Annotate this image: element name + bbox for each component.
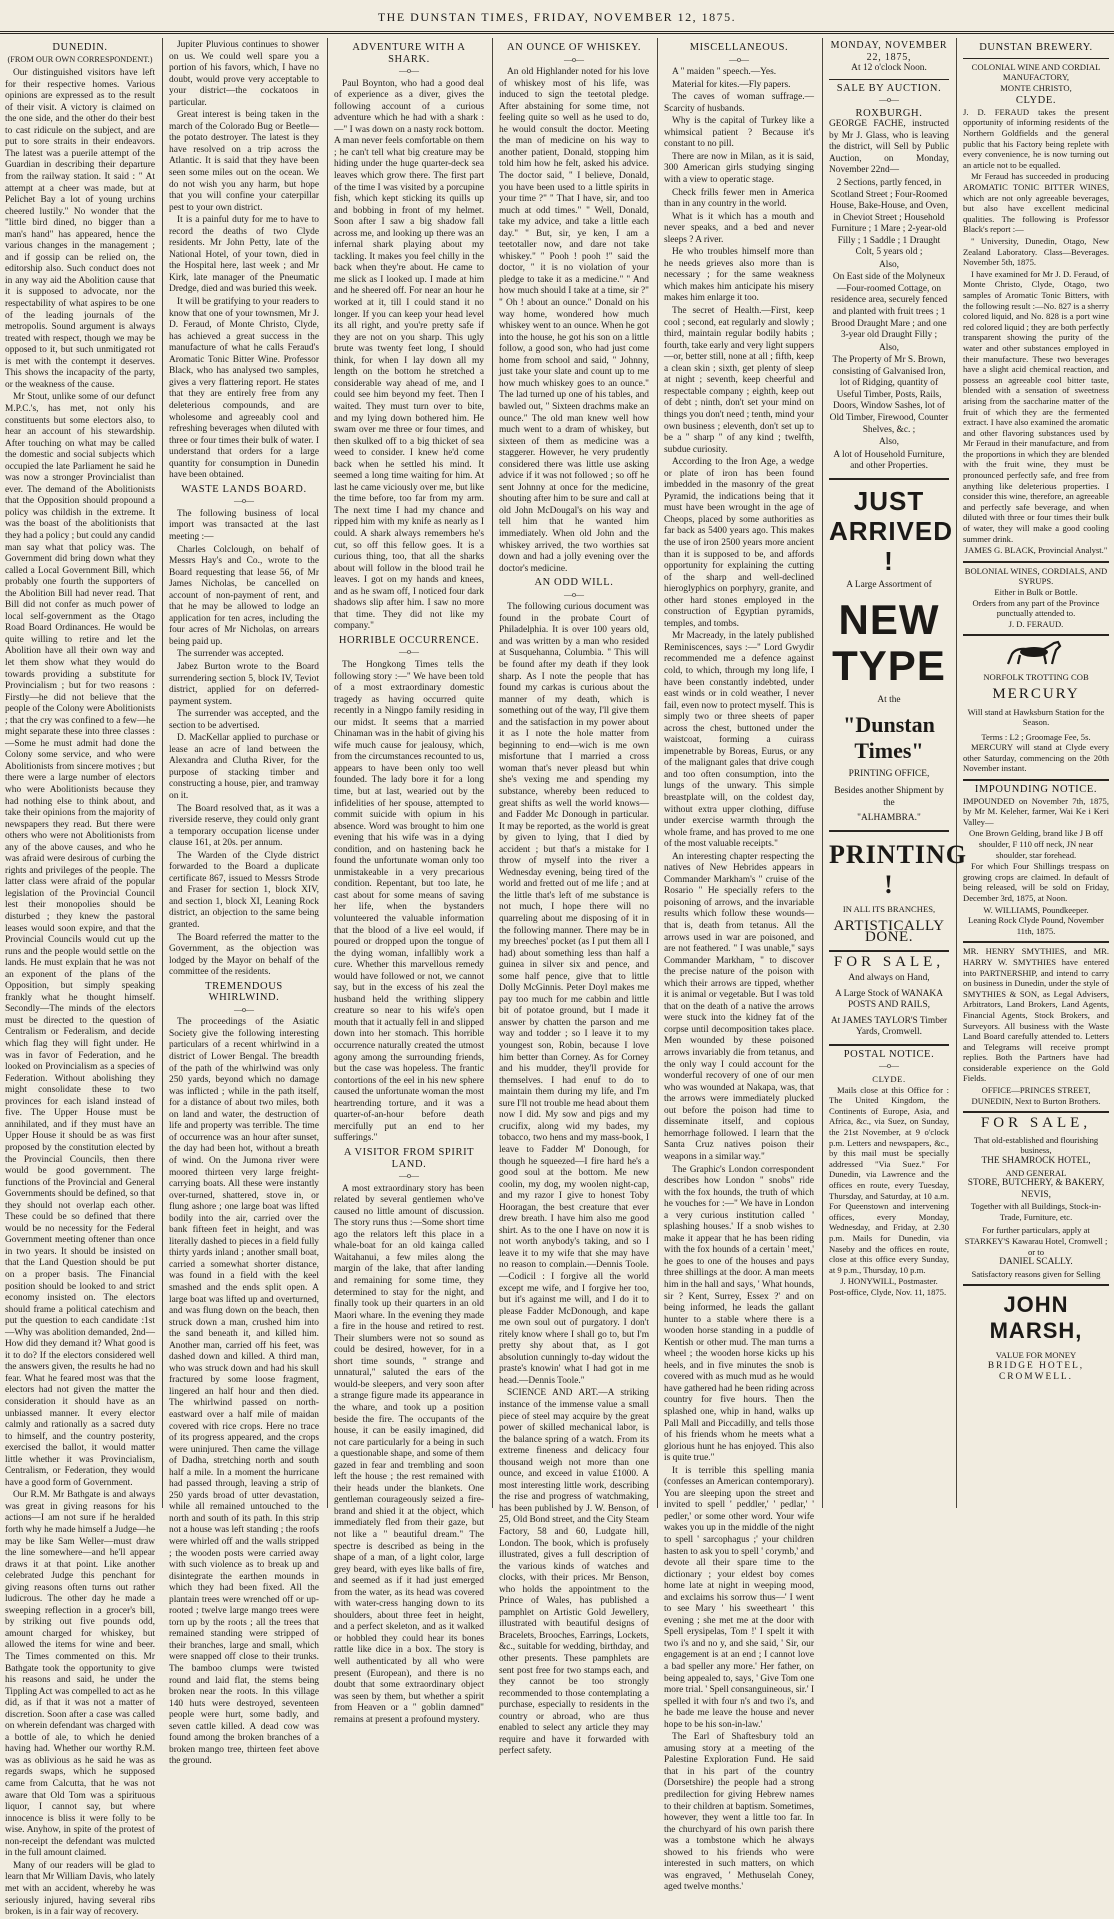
sale-place: ROXBURGH. [855,107,923,119]
post-date: Post-office, Clyde, Nov. 11, 1875. [829,1286,947,1297]
visitor-heading: A VISITOR FROM SPIRIT LAND. [343,1146,475,1170]
divider [829,79,949,80]
john-marsh-name: JOHN MARSH, [989,1292,1083,1344]
divider [829,478,949,480]
postal-notice-heading: POSTAL NOTICE. [843,1048,935,1060]
misc-item: It is terrible this spelling mania (confesses an American contemporary). You are sleeping upon the street and invited to spell ' peddler,' ' pedlar,' ' pedler,' or some other word. Your wife wakes you up in the middle of the night to spell ' sarcophagus ;' your children hasten to ask you to spell ' corymb,' and devote all their spare time to the dictionary ; your eldest boy comes home late at night in weeping mood, and exclaims his sorrow thus—' I went to see Mary ' his sweetheart ' this evening ; she met me at the door with Spell erysipelas, Tom !' I spelt it with two i's and no y, and she said, ' Sir, our engagement is at an end ; I cannot love a bad speller any more.' Her father, on being appealed to, says, ' Give Tom one more trial. ' Spell consanguineous, sir.' I spelled it with four n's and two i's, and he bade me leave the house and never hope to be his son-in-law.' [664,1465,814,1730]
feraud-notice: J. D. FERAUD takes the present opportunity of informing residents of the Northern Goldfields and the general public that his Factory being replete with every convenience, he is now turning out an article not to be equalled. [963,106,1109,170]
mercury-clyde-text: MERCURY will stand at Clyde every other Saturday, commencing on the 20th November instant. [963,742,1109,774]
divider [963,941,1109,943]
clyde-heading: CLYDE. [1015,95,1057,107]
misc-item: The Earl of Shaftesbury told an amusing story at a meeting of the Palestine Exploration Fund. He said that in his part of the country (Dorsetshire) the people had a strong predilection for giving Hebrew names to their children at baptism. Sometimes, however, they went a little too far. In the churchyard of his own parish there was a tombstone which he always showed to his friends who were interested in such matters, on which was engraved, ' Methuselah Coney, aged twelve months.' [664,1732,814,1893]
ornament: —o— [564,54,584,64]
dunstan-times-name: "Dunstan Times" [843,711,935,763]
auction-lot: Also, [878,342,900,353]
column-4 [494,40,654,1757]
horse-icon [1004,640,1068,668]
ornament: —o— [399,66,419,76]
misc-item: He who troubles himself more than he needs grieves also more than is necessary ; for the same weakness which makes him anticipate his misery makes him enlarge it too. [664,247,814,304]
misc-item: The secret of Health.—First, keep cool ; second, eat regularly and slowly ; third, maintain regular bodily habits ; fourth, take early and very light suppers—or, better still, none at all ; fifth, keep a clean skin ; sixth, get plenty of sleep at night ; seventh, keep cheerful and respectable company ; eighth, keep out of debt ; ninth, don't set your mind on things you don't need ; tenth, mind your own business ; eleventh, don't set up to be a " sharp " of any kind ; twelfth, subdue curiosity. [664,306,814,455]
and-general: AND GENERAL [1005,1167,1067,1178]
misc-item: According to the Iron Age, a wedge or plate of iron has been found imbedded in the masonry of the great Pyramid, the indications being that it must have been wrought in the age of Cheops, placed by some authorities as far back as 5400 years ago. This makes the use of iron 2500 years more ancient than it is supposed to be, and affords opportunity for explaining the cutting of the sharp and well-declined hieroglyphics on porphyry, granite, and other hard stones employed in the construction of Egyptian pyramids, temples, and tombs. [664,457,814,629]
shark-heading: ADVENTURE WITH A SHARK. [352,42,466,65]
auction-lot: Also, [878,259,900,270]
misc-item: What is it which has a mouth and never speaks, and a bed and never sleeps ? A river. [664,211,814,245]
article-paragraph: A most extraordinary story has been related by several gentlemen who've caused no little amount of discussion. The story runs thus :—Some short time ago the relators left this place in a whale-boat for an old kainga called Waitahanui, a few miles along the margin of the lake, that after landing and remaining for some time, they determined to stay for the night, and finally took up their quarters in an old Maori whare. In the evening they made a fire in the house and retired to rest. Their slumbers were not so sound as could be desired, however, for in a short time sounds, " strange and unnatural," saluted the ears of the would-be sleepers, and very soon after a strange figure made its appearance in the whare, and took up a position beside the fire. The occupants of the house, it can be easily imagined, did not care particularly for a being in such a questionable shape, and some of them gazed in fear and trembling and soon left the house ; the rest remained with their heads under the blankets. One gentleman courageously seized a fire-brand and shied it at the object, which immediately fled from their gaze, but not like a " beautiful dream." The spectre is described as being in the shape of a man, of a light color, large grey beard, with eyes like balls of fire, and seemed as if it had just emerged from the water, as its head was covered with water-cress hanging down to its shoulders, about three feet in height, and a perfect skeleton, and as it walked or hobbled they could hear its bones rattle like dice in a box. The story is well authenticated by all who were present (European), and there is no doubt that some extraordinary object was seen by them, but whether a spirit from Heaven or a " goblin damned" remains at present a profound mystery. [334,1183,484,1725]
cromwell-text: CROMWELL. [999,1372,1073,1383]
article-paragraph: Charles Colclough, on behalf of Messrs Hay's and Co., wrote to the Board requesting that lease 56, of Mr James Nicholas, be cancelled on account of non-payment of rent, and that he may be allowed to lodge an application for ten acres, including the four acres of Mr Nicholas, on arrears being paid up. [169,544,319,647]
analyst-signature: JAMES G. BLACK, Provincial Analyst." [964,545,1108,556]
ornament: —o— [564,589,584,599]
article-paragraph: Jupiter Pluvious continues to shower on us. We could well spare you a portion of his favors, which, I have no doubt, would prove very acceptable to your district—the cockatoos in particular. [169,40,319,108]
colonial-text: COLONIAL WINE AND CORDIAL MANUFACTORY, [971,61,1101,83]
article-paragraph: Our R.M. Mr Bathgate is and always was great in giving reasons for his actions—I am not sure if he heralded forth why he made himself a Judge—he may be like Sam Weller—must draw the line somewhere—and he'll appear draws it at that point. Like another celebrated Judge this penchant for giving reasons often turns out rather ludicrous. The other day he made a sweeping reflection in a grocer's bill, by striking out five pounds odd, amount charged for whiskey, but allowed the items for wine and beer. The Times commented on this. Mr Bathgate took the opportunity to give his reasons and said, he under the Tippling Act was compelled to act as he did, as if that it was not a matter of discretion. Soon after a case was called on wherein defendant was charged with a bottle of ale, to which he denied having had. Whether our worthy R.M. was as oblivious as he said he was as regards swaps, which he supposed came from Calcutta, that he was not aware that Old Tom was a spirituous liquor, I cannot say, but where innocence is bliss it were folly to be wise. Anyhow, in spite of the protest of non-receipt the defendant was mulcted in the full amount claimed. [5,1490,155,1859]
feraud-signature: J. D. FERAUD. [1008,618,1064,629]
impound-text: IMPOUNDED on November 7th, 1875, by Mr M. Keleher, farmer, Wai Ke i Keri Valley— [963,795,1109,827]
satisfactory-text: Satisfactory reasons given for Selling [971,1268,1101,1279]
misc-item: An interesting chapter respecting the natives of New Hebrides appears in Commander Markham's " cruise of the Rosario " He specially refers to the poisoning of arrows, and the invariable results which follow these wounds—that is, death from tetanus. All the arrows used in war are poisoned, and are not feathered. " I was unable," says Commander Markham, " to discover the precise nature of the poison with which their arrows are tipped, whether it is animal or vegetable. But I was told that on the death of a native the arrows were stuck into the kidney fat of the corpse until decomposition takes place. Men wounded by these poisoned arrows invariably die from tetanus, and the only way I could account for the wonderful recovery of one of our men who was wounded at Nakapa, was, that the arrows were immediately plucked out before the poison had time to disseminate itself, and copious hemorrhage followed. I learn that the Santa Cruz natives poison their weapons in a similar way." [664,851,814,1162]
bridge-hotel: BRIDGE HOTEL, [987,1360,1085,1371]
ship-name: "ALHAMBRA." [857,813,921,824]
column-auction-ads [824,40,968,1505]
divider [963,561,1109,563]
ornament: —o— [399,647,419,657]
bolonial-text: BOLONIAL WINES, CORDIALS, AND SYRUPS. [964,565,1108,587]
waste-lands-heading: WASTE LANDS BOARD. [181,483,307,495]
auction-lot: The Property of Mr S. Brown, consisting of Galvanised Iron, lot of Ridging, quantity of Useful Timber, Posts, Rails, Doors, Window Sashes, lot of Old Timber, Firewood, Counter Shelves, &c. ; [829,355,949,435]
office-address: OFFICE—PRINCES STREET, DUNEDIN, Next to Burton Brothers. [971,1085,1101,1106]
article-paragraph: SCIENCE AND ART.—A striking instance of the immense value a small piece of steel may acquire by the great power of skilled mechanical labor, is the balance spring of a watch. From its extreme fineness and delicacy four thousand weigh not more than one ounce, and exceed in value £1000. A most interesting little work, describing the rise and progress of watchmaking, has been published by J. W. Benson, of 25, Old Bond street, and the City Steam Factory, 58 and 60, Ludgate hill, London. The book, which is profusely illustrated, gives a full description of the various kinds of watches and clocks, with their prices. Mr Benson, who holds the appointment to the Prince of Wales, has published a pamphlet on Artistic Gold Jewellery, illustrated with beautiful designs of Bracelets, Brooches, Earrings, Lockets, &c., suitable for wedding, birthday, and other presents. These pamphlets are sent post free for two stamps each, and they cannot be too strongly recommended to those contemplating a purchase, especially to residents in the country or abroad, who are thus enabled to select any article they may require and have it forwarded with perfect safety. [499,1388,649,1757]
column-miscellaneous [659,40,819,1893]
article-paragraph: The Hongkong Times tells the following story :—" We have been told of a most extraordinary domestic tragedy as having occurred quite recently in a Ningpo family residing in our midst. It seems that a married Chinaman was in the habit of giving his wife much cause for jealousy, which, from the circumstances recounted to us, appears to have been only too well founded. The lady bore it for a long time, but at last, wearied out by the infidelities of her spouse, attempted to commit suicide with opium in his absence. Word was brought to him one evening that his wife was in a dying condition, and on hastening back he found the unfortunate woman only too unmistakeable in a very precarious condition. Repentant, but too late, he cast about for some means of saving her life, when the bystanders volunteered the valuable information that the blood of a live eel would, if poured or dropped upon the tongue of the dying woman, infallibly work a cure. Whether this marvellous remedy would have followed or not, we cannot say, but in the excess of his zeal the husband held the writhing slippery creature so near to his wife's open mouth that it actually fell in and slipped down into her stomach. This horrible occurrence naturally created the utmost agony among the surrounding friends, but the case was hopeless. The frantic contortions of the eel in his new sphere caused the unfortunate woman the most heartrending torture, and it was a quarter-of-an-hour before death mercifully put an end to her sufferings." [334,659,484,1144]
postmaster: J. HONYWILL, Postmaster. [840,1276,938,1287]
divider [963,1284,1109,1286]
impound-text-2: For which Four Shillings trespass on growing crops are claimed. In default of being released, will be sold on Friday, December 3rd, 1875, at Noon. [963,861,1109,903]
column-rule [657,38,658,1508]
ornament: —o— [879,1061,899,1071]
article-paragraph: An old Highlander noted for his love of whiskey most of his life, was induced to sign the teetotal pledge. After abstaining for some time, not feeling quite so well as he used to do, he would consult the doctor. Meeting the man of medicine on his way to another patient, Donald, stopping him told him how he felt, asked his advice. The doctor said, " I believe, Donald, you have been used to a little spirits in your time ?" " That I have, sir, and too much at odd times." " Well, Donald, take my advice, and take a little each day." " But, sir, ye ken, I am a teetotaller now, and dare not take whiskey." " Pooh ! pooh !" said the doctor, " it is no violation of your pledge to take it as a medicine." " And how much should I take at a time, sir ?" " Oh ! about an ounce." Donald on his way home, wondered how much whiskey went to an ounce. When he got into the house, he got his son on a little follow, a good son, who had just come home from school and said, " Johnny, just take your slate and count up to me how much whiskey goes to an ounce." The lad turned up one of his tables, and bawled out, " Sixteen drachms make an ounce." The old man knew well how much went to a dram of whiskey, but sixteen of them as medicine was a staggerer. However, he very prudently considered there was little use asking advice if it was not followed ; so off he sent Johnny at once for the medicine, shouting after him to be sure and call at old John McDougal's on his way and tell him that he wanted him immediately. When old John and the whiskey arrived, the two worthies sat down and had a jolly evening over the doctor's medicine. [499,67,649,574]
dunedin-heading: DUNEDIN. [52,42,108,53]
article-paragraph: Mr Stout, unlike some of our defunct M.P.C.'s, has met, not only his constituents but some electors also, to hear an account of his stewardship. After touching on what may be called the domestic and social subjects which occupied the late Parliament he said he was now a stronger Provincialist than ever. The demand of the Abolitionists that the Opposition should propound a policy was childish in the extreme. It was the boast of the abolitionists that they had a policy ; but could any candid man say what that policy was. The Government did bring down what they called a Local Government Bill, which probably one fourth the supporters of the Abolition Bill had never read. That Bill did not confer as much power of local self-government as the Otago Road Board Ordinances. He would be quite willing to retire and let the Abolition have all their own way and let them show what they would do towards providing a substitute for Provincialism ; but for two reasons : Firstly—he did not believe that the people of the Colony were Abolitionists ; that the cry was confined to a few—he might separate these into three classes :—Some he must admit had done the Colony some service, and who were Abolitionists from sincere motives ; but there were a large number of electors who were Abolitionists because they had nothing else to think about, and take their opinions from the majority of newspapers they read. But there were others who were not Abolitionists from any of the above causes, and who he was afraid were desirous of curbing the rights and privileges of the people. The latter class were afraid of the popular legislation of the Provincial Council lest their monopolies should be disturbed ; they knew the pastoral leases would soon expire, and that the Provincial Councils would cut up the runs and the people would settle on the lands. He must explain that he was not an exponent of the plans of the Opposition, but simply speaking frankly what he thought himself. Secondly—The minds of the electors must be directed to the question of Centralism or Federalism, and decide which flag they will fight under. He was in favor of Federation, and he looked on Provincialism as a species of Federation. Without abolishing they might consolidate these to two provinces for each island instead of five. The Upper House must be annihilated, and if they must have an Upper House it should be as was first proposed by the constitution elected by the Provincial Councils, then there would be good government. The functions of the Provincial and General Governments should be defined, so that they should not overlap each other. These could be so defined that there would be no necessity for the Federal Government meeting oftener than once in two years. It should be insisted on that the Land Question should be put on a proper basis. The Financial position should be looked to and strict economy insisted on. The electors should frame a political catechism and put the question to each candidate :1st—Why was abolition demanded, 2nd—How did they demand it? What good is it to do? If the electors considered well the answers given, the results he had no fear. What he feared most was that the electors had not given the matter the consideration it should have as an unbiassed manner. It every elector calmly and rationally as a sacred duty to himself, and the country posterity, exercised the ballot, it would matter little whether it was Provincialism, Centralism, or Federation, they would have a good form of Government. [5,392,155,1488]
postal-town: CLYDE. [872,1074,906,1085]
column-rule [162,38,163,1508]
monte-christo: MONTE CHRISTO, [1000,82,1072,93]
auction-lot: A lot of Household Furniture, and other Properties. [833,449,945,472]
for-sale-heading: FOR SALE, [833,953,945,970]
divider [963,634,1109,636]
column-3 [329,40,489,1725]
column-dunedin [0,40,160,1918]
auction-lot: Also, [878,437,900,448]
ornament: —o— [234,496,254,506]
divider [829,1044,949,1046]
printing-office-text: PRINTING OFFICE, [848,768,930,779]
misc-item: Check frills fewer men in America than in any country in the world. [664,187,814,210]
article-paragraph: The surrender was accepted. [177,649,284,660]
article-paragraph: Many of our readers will be glad to learn that Mr William Davis, who lately met with an accident, whereby he was seriously injured, having several ribs broken, is in a fair way of recovery. [5,1860,155,1918]
divider [829,830,949,832]
misc-item: Why is the capital of Turkey like a whimsical patient ? Because it's constant to no pill. [664,116,814,150]
article-paragraph: The following business of local import was transacted at the last meeting :— [169,508,319,542]
artistically-done: ARTISTICALLY DONE. [833,917,945,946]
divider [829,950,949,952]
postal-text: Mails close at this Office for : The United Kingdom, the Continents of Europe, Asia, and Africa, &c., via Suez, on Sunday, the 21st November, at 9 o'clock p.m. Letters and newspapers, &c., by this mail must be specially addressed "Via Suez." For Dunedin, via Lawrence and the offices en route, every Tuesday, Thursday, and Saturday, at 10 a.m. For Queenstown and intervening offices, every Monday, Wednesday, and Friday, at 2.30 p.m. Mails for Dunedin, via Naseby and the offices en route, close at this office every Sunday, at 9 p.m., Thursday, 10 p.m. [829,1084,949,1275]
mercury-name: MERCURY [992,685,1080,702]
poundkeeper: W. WILLIAMS, Poundkeeper. [983,904,1089,915]
printing-headline: PRINTING ! [829,839,968,899]
norfolk-text: NORFOLK TROTTING COB [983,672,1089,683]
article-paragraph: The Board referred the matter to the Government, as the objection was lodged by the Mayor on behalf of the committee of the residents. [169,932,319,978]
buildings-text: Together with all Buildings, Stock-in-Trade, Furniture, etc. [970,1201,1102,1222]
auction-lot: On East side of the Molyneux—Four-roomed Cottage, on residence area, securely fenced and planted with fruit trees ; 1 Brood Draught Mare ; and one 3-year old Draught Filly ; [830,272,948,341]
particulars-text: For further particulars, apply at STARKEY'S Kawarau Hotel, Cromwell ; or to [964,1225,1108,1257]
mercury-text: Will stand at Hawksburn Station for the Season. [967,706,1105,728]
value-text: VALUE FOR MONEY [995,1350,1077,1361]
pound-place: Leaning Rock Clyde Pound, November 11th, 1875. [968,915,1104,936]
miscellaneous-heading: MISCELLANEOUS. [689,42,789,53]
divider [963,779,1109,781]
article-paragraph: The Board resolved that, as it was a riverside reserve, they could only grant a temporary occupation license under clause 161, at 20s. per annum. [169,803,319,849]
whirlwind-heading: TREMENDOUS WHIRLWIND. [205,980,283,1004]
article-paragraph: It will be gratifying to your readers to know that one of your townsmen, Mr J. D. Feraud, of Monte Christo, Clyde, has achieved a great success in the manufacture of what he calls Feraud's Aromatic Tonic Bitter Wine. Professor Black, who has analysed two samples, gives a very flattering report. He states that they are entirely free from any deleterious compounds, and are wholesome and agreeably cool and refreshing beverages when diluted with three or four times their bulk of water. I understand that orders for a large quantity for consumption in Dunedin have been obtained. [169,297,319,481]
timber-yard-text: At JAMES TAYLOR'S Timber Yards, Cromwell. [830,1015,948,1038]
partnership-notice: MR. HENRY SMYTHIES, and MR. HARRY W. SMYTHIES have entered into PARTNERSHIP, and intend to carry on business in Dunedin, under the style of SMYTHIES & SON, as Legal Advisers, Arbitrators, Land Brokers, Land Agents, Financial Agents, Stock Brokers, and Surveyors. All business with the Waste Land Board carefully attended to. Letters and Telegrams will receive prompt replies. Both the Partners have had considerable experience on the Gold Fields. [963,946,1109,1084]
article-paragraph: The following curious document was found in the probate Court of Philadelphia. It is over 100 years old, and was written by a man who resided at Susquehanna, Columbia. " This will be found after my death if they look sharp. As I note the people that has found my carkas is curious about the manner of my death, which is something out of the way, I'll give them and the satisfaction in my power about it as I note the hole matter from beginning to end—wich is me own misfortune that I married a cross woman that's never pleasd but whin she's vexing me and spending my substance, whereby been reduced to great shifts as well the world knows—and Fadder Mc Donough in particular. It may be reported, as the world is great by given to lying, that I died by accident ; but that's a mistake for I throw of myself into the river a Wednesday evening, being tired of the world and fretted out of me life ; and at the little that's left of me substance is not much, I hope there will no quarreling about me disposing of it in the following manner. There may be in my breeches' pocket (as I put them all I had) about something less than half a guinea in silver six and pence, and some half pence, give that to little Dolly McGinnis. Peter Doyl makes me pay too much for me cabbin and little bit of potatoe ground, but I made it answer by chatten the parson and me way and todder ; so I leave it to my youngest son, Robin, because I love him better than Corney. As for Corney and his mudder, they'll provide for themselves. I had enuf to do to maintain them during my life, and I'm sure I'll not trouble me head about them now I did. My sow and pigs and my crucifix, along wid my bades, my tobacco, two hens and my mass-book, I leave to Fadder M' Donough, for though he squeezed—I fire hard he's a good soul at the bottom. Me new coolin, my dog, my woolen night-cap, and my razor I give to honest Toby Hooragan, the best creature that ever drew breath. I have him also me good shirt. As to the one I have on now it is not worth anybody's taking, and so I leave it to my wife that she may have no reason to complain.—Dennis Toole.—Codicil : I forgive all the world except me wife, and I forgive her too, but it's against me will, and I do it to please Fadder McDonough, and kape me own soul out of purgatory. I don't ritely know where I shall go to, but I'm pretty shy about that, as I got absolution cunningly to-day widout the praste's knowin' what I had got in me head.—Dennis Toole." [499,602,649,1386]
auction-notice: GEORGE FACHE, instructed by Mr J. Glass, who is leaving the district, will Sell by Public Auction, on Monday, November 22nd— [829,119,949,176]
correspondent-subhead: (FROM OUR OWN CORRESPONDENT.) [7,54,153,64]
feraud-notice-2: Mr Feraud has succeeded in producing AROMATIC TONIC BITTER WINES, which are not only agreeable beverages, but also have excellent medicinal qualities. The following is Professor Black's report :— [963,171,1109,235]
odd-will-heading: AN ODD WILL. [534,577,614,589]
just-arrived-headline: JUST ARRIVED ! [829,485,954,576]
article-paragraph: Great interest is being taken in the march of the Colorado Bug or Beetle—the potato destroyer. The latest is they have resolved on a trip across the Atlantic. It is said that they have been seen some miles out on the ocean. We do not wish you any harm, but hope that you will confine your caterpillar pest to your own district. [169,110,319,213]
besides-text: Besides another Shipment by the [834,786,944,808]
store-text: STORE, BUTCHERY, & BAKERY, NEVIS, [967,1178,1105,1200]
article-paragraph: D. MacKellar applied to purchase or lease an acre of land between the Alexandra and Clutha River, for the purpose of stacking timber and constructing a house, pier, and tramway on it. [169,733,319,801]
brewery-heading: DUNSTAN BREWERY. [979,42,1093,53]
article-paragraph: The surrender was accepted, and the section to be advertised. [169,709,319,731]
misc-item: A " maiden " speech.—Yes. [672,67,777,78]
column-brewery-ads [958,40,1114,1505]
article-paragraph: The proceedings of the Asiatic Society give the following interesting particulars of a recent whirlwind in a district of Lower Bengal. The breadth of the path of the whirlwind was only 250 yards, beyond which no damage was inflicted ; while in the path itself, for a distance of about two miles, both on land and water, the destruction of life and property was terrible. The time of occurrence was an hour after sunset, the day had been hot, without a breath of wind. On the Jumona river were moored thirteen very large freight-carrying boats. All these were instantly over-turned, shattered, stove in, or flung ashore ; one large boat was lifted bodily into the air, carried over the bank fifteen feet in height, and was literally dashed to pieces in a field fully thirty yards inland ; another small boat, carried a somewhat shorter distance, was found in a field with the keel smashed and the ends split open. A large boat was lifted up and overturned, and was flung down on the beach, then struck down a man, crushed him into the sand beneath it, and killed him. Another man, carried off his feet, was dashed down and killed. A third man, who was struck down and had his skull fractured by some loose fragment, lingered an half hour and then died. The whirlwind passed on north-eastward over a half mile of maidan covered with rice crops. Here no trace of its progress appeared, and the crops were uninjured. Then came the village of Dadha, stretching north and south half a mile. In a moment the hurricane had passed through, leaving a strip of 250 yards broad of utter devastation, while all remained untouched to the north and south of its path. In this strip not a house was left standing ; the roofs were whirled off and the walls stripped ; the wooden posts were carried away with such violence as to break up and disintegrate the earthen mounds in which they had been fixed. All the plantain trees were wrenched off or up-rooted ; twelve large mango trees were torn up by the roots ; all the trees that remained standing were stripped of their branches, large and small, which were snapped off close to their trunks. The bamboo clumps were twisted round and laid flat, the stems being broken near the roots. In this village 140 huts were destroyed, seventeen people were hurt, some badly, and seven cattle killed. A dead cow was found among the broken branches of a broken mango tree, thirteen feet above the ground. [169,1017,319,1767]
ornament: —o— [234,1004,254,1014]
bulk-text: Either in Bulk or Bottle. [994,587,1078,597]
hotel-text: That old-established and flourishing business, [973,1134,1099,1156]
article-paragraph: The Warden of the Clyde district forwarded to the Board a duplicate certificate 867, issued to Messrs Strode and Fraser for section 1, block XIV, and section 1, block XI, Leaning Rock district, an objection to the same being granted. [169,850,319,931]
article-paragraph: Jabez Burton wrote to the Board surrendering section 5, block IV, Teviot district, applied for on deferred-payment system. [169,661,319,707]
hotel-name: THE SHAMROCK HOTEL, [981,1155,1091,1166]
column-2 [164,40,324,1767]
misc-item: There are now in Milan, as it is said, 300 American girls studying singing with a view to operatic stage. [664,151,814,186]
article-paragraph: It is a painful duty for me to have to record the deaths of two Clyde residents. Mr John Petty, late of the National Hotel, of your town, died in the Hospital here, last week ; and Mr Kirk, late manager of the Pneumatic Dredge, died and was buried this week. [169,215,319,295]
stock-text: A Large Stock of WANAKA POSTS AND RAILS, [835,988,943,1011]
divider [963,1111,1109,1113]
orders-text: Orders from any part of the Province punctually attended to. [972,597,1100,619]
auction-date: MONDAY, NOVEMBER 22, 1875, [830,40,948,63]
column-rule [956,38,957,1508]
column-rule [492,38,493,1508]
branches-text: IN ALL ITS BRANCHES, [842,903,936,914]
sale-heading: SALE BY AUCTION. [836,82,942,94]
misc-item: The caves of woman suffrage.—Scarcity of husbands. [664,92,814,114]
for-sale-heading: FOR SALE, [980,1115,1092,1132]
auction-time: At 12 o'clock Noon. [851,63,927,74]
ornament: —o— [729,54,749,64]
article-paragraph: Paul Boynton, who had a good deal of experience as a diver, gives the following account of a curious adventure which he had with a shark :—" I was down on a nasty rock bottom. A man never feels comfortable on them ; he can't tell what big creature may be hiding under the huge quarter-deck sea leaves which grow there. The first part of the time I was visited by a porcupine fish, which kept sticking its quills up and bobbing in front of my helmet. Soon after I saw a big shadow fall across me, and looking up there was an infernal shark playing about my tackling. It makes you feel chilly in the back when they're about. He came to me slick as I looked up. I made at him and he sheered off. For near an hour he worked at it, till I could stand it no longer. If you can keep your head level its all right, and you're pretty safe if they are not on you sharp. This ugly brute was twenty feet long, I should think, for when I lay down all my length on the bottom he stretched a considerable way ahead of me, and I could see him beyond my feet. Then I waited. They must turn over to bite, and my lying down bothered him. He swam over me three or four times, and then skulked off to a big thicket of sea weed to consider. I knew he'd come back when he settled his mind. It seemed a long time waiting for him. At last he came viciously over me, but like the time before, too far from my arm. The next time I had my chance and ripped him with my knife as nearly as I could. A shark always remembers he's cut, so off this fellow goes. It is a curious thing, too, that all the sharks about will follow in the blood trail he leaves. I got on my hands and knees, and as he swam off, I noticed four dark shadows slip after him. I saw no more that time. They did not like my company." [334,78,484,632]
column-rule [327,38,328,1508]
impounding-heading: IMPOUNDING NOTICE. [974,784,1098,796]
column-rule [822,38,823,1508]
misc-item: Material for kites.—Fly papers. [672,79,791,90]
divider [963,58,1109,59]
scally-name: DANIEL SCALLY. [999,1257,1073,1268]
auction-lot: 2 Sections, partly fenced, in Scotland Street ; Four-Roomed House, Bake-House, and Oven, in Cheviot Street ; Household Furniture ; 1 Mare ; 2-year-old Filly ; 1 Saddle ; 1 Draught Colt, 5 years old ; [829,178,949,258]
ornament: —o— [399,1171,419,1181]
ornament: —o— [879,95,899,105]
analyst-report: I have examined for Mr J. D. Feraud, of Monte Christo, Clyde, Otago, two samples of Aromatic Tonic Bitters, with the following result :—No. 827 is a sherry colored liquid, and No. 828 is a port wine red colored liquid ; they are both perfectly transparent showing the purity of the water and other substances employed in their manufacture. These two beverages have a slight acid chemical reaction, and possess an agreeable cool bitter taste, blended with a sensation of sweetness arising from the saccharine matter of the fruit of which they are the fermented extract. I have also examined the aromatic and other flavoring substances used by Mr Feraud in their manufacture, and from the proportions in which they are blended with the fruit wine, they must be pronounced perfectly safe, and free from anything like deleterious properties. I consider this wine, therefore, an agreeable and perfectly safe beverage, and when diluted with three or four times their bulk of water, they will make a good cooling summer drink. [963,268,1109,544]
masthead: THE DUNSTAN TIMES, FRIDAY, NOVEMBER 12, 1875. [0,0,1114,34]
whiskey-heading: AN OUNCE OF WHISKEY. [506,42,642,53]
new-type-headline: NEW TYPE [832,596,946,690]
misc-item: The Graphic's London correspondent describes how London " snobs" ride with the fox hounds, the truth of which he vouches for :—" We have in London a very curious institution called ' splashing houses.' If a snob wishes to make it appear that he has been riding with the fox hounds of a certain ' meet,' he goes to one of the houses and pays three shillings at the door. A man meets him in the hall and says, ' What hounds, sir ? Kent, Surrey, Essex ?' and on being informed, he leads the gallant hunter to a stable where there is a wooden horse standing in a puddle of Kentish or other mud. The man turns a wheel ; the wooden horse kicks up his heels, and in five minutes the snob is covered with as much mud as he would have gathered had he been riding across country for five hours. Then the splashed one, whip in hand, walks up Pall Mall and Piccadilly, and tells those of his friends whom he meets what a glorious hunt he has enjoyed. This also is quite true." [664,1164,814,1464]
assortment-text: A Large Assortment of [846,579,932,590]
terms-text: Terms : L2 ; Groomage Fee, 5s. [981,731,1091,742]
at-the-text: At the [877,695,901,706]
on-hand-text: And always on Hand, [848,973,930,984]
report-heading: " University, Dunedin, Otago, New Zealand Laboratory. Class—Beverages. November 5th, 1875. [963,236,1109,268]
article-paragraph: Our distinguished visitors have left for their respective homes. Various opinions are expressed as to the result of their visit. A victory is claimed on the one side, and the other do their best to cast ridicule on the subject, and are put to sore straits in their endeavors. The latest was a puerile attempt of the Guardian in describing their departure from the railway station. It said : " At attempt at a cheer was made, but at Pelichet Bay a lot of young urchins cheered lustily." No wonder that the "little bird dined, no bigger than a man's hand" has appeared, hence the various changes in the management ; and if gossip can be relied on, the editorship also. Such conduct does not in any way aid the Abolition cause that it is supposed to advocate, nor the respectability of what aspires to be one of the leading journals of the metropolis. Sound argument is always treated with respect, though we may be opposed to it, but such unmitigated rot is met with the contempt it deserves. This shows the incapacity of the party, or the weakness of the cause. [5,68,155,390]
horrible-heading: HORRIBLE OCCURRENCE. [338,634,480,646]
impound-item: One Brown Gelding, brand like J B off shoulder, F 110 off neck, JN near shoulder, star forehead. [969,828,1103,860]
misc-item: Mr Macready, in the lately published Reminiscences, says :—" Lord Gwydir recommended me a defence against cold, to which, through my long life, I have been constantly indebted, under east winds or in cold weather, I never fail, even now to protect myself. This is simply two or three sheets of paper across the chest, buttoned under the waistcoat, forming a cuirass impenetrable by Boreas, Eurus, or any of the malignant gales that drive cough and too often consumption, into the lungs of the unwary. This simple breastplate will, on the coldest day, without extra upper clothing, diffuse under exercise warmth through the whole frame, and has proved to me one of the most valuable receipts." [664,631,814,850]
